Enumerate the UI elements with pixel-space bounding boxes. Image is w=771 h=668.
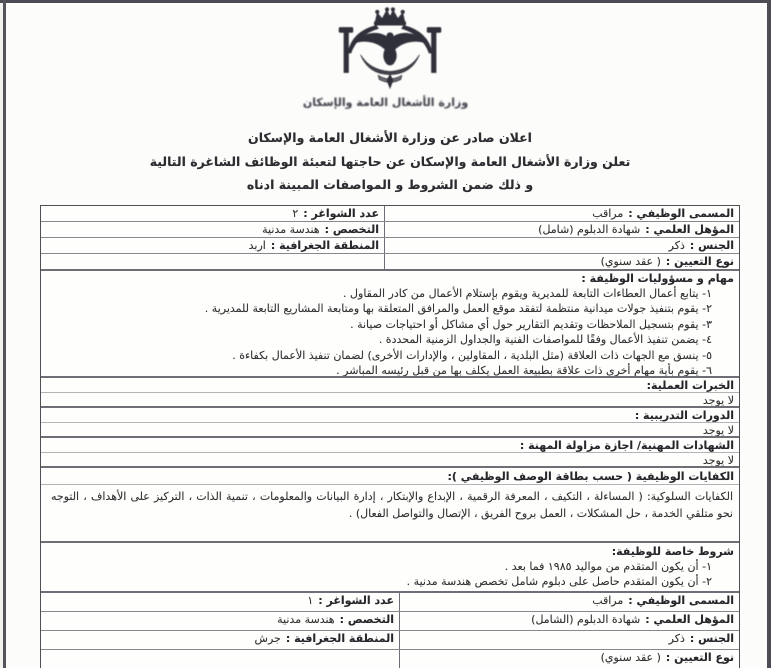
job2-specialization-cell (41, 612, 399, 630)
duty-item: ٥- ينسق مع الجهات ذات العلاقة (مثل البلدية ، المقاولين ، والإدارات الأخرى) لضمان تنفيذ الأعمال بكفاءة . (232, 348, 712, 362)
gender-label: الجنس : (689, 239, 734, 252)
duty-item: ٤- يضمن تنفيذ الأعمال وفقًا للمواصفات الفنية والجداول الزمنية المحددة . (378, 333, 712, 347)
job1-appointment-cell (384, 254, 739, 269)
job2-info-section (41, 591, 739, 668)
duty-item: ٢- يقوم بتنفيذ جولات ميدانية منتظمة لتفقد موقع العمل والمرافق المتعلقة بها ومتابعة المشاريع التابعة للمديرية . (204, 302, 712, 316)
gender-label: الجنس : (689, 632, 734, 645)
announcement-note: و ذلك ضمن الشروط و المواصفات المبينة ادناه (246, 177, 534, 192)
job1-title-cell (384, 206, 739, 221)
table-row (41, 630, 739, 649)
scan-edge-top (0, 0, 771, 3)
table-row (41, 649, 739, 668)
region-label: المنطقة الجغرافية : (285, 632, 394, 645)
region-value: جرش (254, 632, 281, 645)
ministry-calligraphy-logo: وزارة الأشغال العامة والإسكان (302, 96, 469, 109)
table-row (41, 611, 739, 630)
vacancies-label: عدد الشواغر : (303, 207, 379, 220)
job-title-label: المسمى الوظيفي : (628, 594, 734, 607)
job-title-value: مراقب (592, 594, 624, 607)
gender-value: ذكر (668, 239, 685, 252)
competencies-header: الكفايات الوظيفية ( حسب بطاقة الوصف الوظيفي ): (41, 468, 739, 485)
job1-region-cell (41, 238, 384, 253)
jordan-coat-of-arms-icon (326, 6, 454, 96)
job1-certificates-section (41, 436, 739, 466)
vacancies-label: عدد الشواغر : (318, 594, 394, 607)
specialization-value: هندسة مدنية (262, 223, 320, 236)
training-label: الدورات التدريبية : (41, 408, 739, 423)
competencies-body: الكفايات السلوكية: ( المساءلة ، التكيف ، المعرفة الرقمية ، الإبداع والإبتكار ، إدارة البيانات والمعلومات ، تنمية الذات ، التركيز على الأهداف ، التوجه نحو متلقي الخدمة ، حل المشكلات ، العمل بروح الفريق ، الإتصال والتواصل الفعال) . (51, 490, 733, 520)
vacancies-value: ١ (307, 594, 314, 607)
gender-value: ذكر (668, 632, 685, 645)
job1-competencies-section (41, 466, 739, 541)
job2-gender-cell (399, 631, 739, 649)
appointment-label: نوع التعيين : (665, 651, 734, 664)
job1-duties-section (41, 269, 739, 376)
table-row (41, 593, 739, 611)
region-value: اربد (248, 239, 266, 252)
specialization-label: التخصص : (339, 613, 394, 626)
job2-title-cell (399, 593, 739, 611)
job1-qualification-cell (384, 222, 739, 237)
job-title-value: مراقب (592, 207, 624, 220)
job1-training-section (41, 406, 739, 436)
empty-cell (41, 650, 399, 668)
table-row (41, 253, 739, 269)
conditions-header: شروط خاصة للوظيفة: (611, 545, 734, 558)
duty-item: ٣- يقوم بتسجيل الملاحظات وتقديم التقارير حول أي مشاكل أو احتياجات صيانة . (350, 317, 712, 331)
appointment-label: نوع التعيين : (665, 255, 734, 268)
qualification-value: شهادة الدبلوم (شامل) (538, 223, 641, 236)
qualification-label: المؤهل العلمي : (645, 223, 734, 236)
job1-info-section (41, 206, 739, 269)
job1-conditions-section (41, 541, 739, 591)
table-row (41, 237, 739, 253)
announcement-subtitle: تعلن وزارة الأشغال العامة والإسكان عن حاجتها لتعبئة الوظائف الشاغرة التالية (149, 154, 631, 169)
job1-gender-cell (384, 238, 739, 253)
condition-item: ١- أن يكون المتقدم من مواليد ١٩٨٥ فما بعد . (504, 560, 712, 573)
appointment-value: ( عقد سنوي) (600, 255, 661, 268)
region-label: المنطقة الجغرافية : (270, 239, 379, 252)
announcement-title: اعلان صادر عن وزارة الأشغال العامة والإسكان (248, 130, 532, 145)
job2-qualification-cell (399, 612, 739, 630)
specialization-value: هندسة مدنية (277, 613, 335, 626)
qualification-value: شهادة الدبلوم (الشامل) (531, 613, 641, 626)
training-value: لا يوجد (702, 424, 734, 437)
vacancies-value: ٢ (292, 207, 299, 220)
duty-item: ١- يتابع أعمال العطاءات التابعة للمديرية ويقوم بإستلام الأعمال من كادر المقاول . (343, 287, 712, 300)
job1-experience-section (41, 376, 739, 406)
empty-cell (41, 254, 384, 269)
job-announcement-table (40, 205, 740, 668)
certificates-value: لا يوجد (702, 454, 734, 467)
job2-vacancies-cell (41, 593, 399, 611)
duties-header: مهام و مسؤوليات الوظيفة : (581, 272, 734, 285)
job1-specialization-cell (41, 222, 384, 237)
experience-value: لا يوجد (702, 394, 734, 407)
job-title-label: المسمى الوظيفي : (628, 207, 734, 220)
job1-vacancies-cell (41, 206, 384, 221)
certificates-label: الشهادات المهنية/ اجازة مزاولة المهنة : (41, 438, 739, 453)
specialization-label: التخصص : (324, 223, 379, 236)
experience-label: الخبرات العملية: (41, 378, 739, 393)
table-row (41, 221, 739, 237)
duty-item: ٦- يقوم بأية مهام أخرى ذات علاقة بطبيعة العمل يكلف بها من قبل رئيسه المباشر . (336, 364, 712, 378)
qualification-label: المؤهل العلمي : (645, 613, 734, 626)
job2-region-cell (41, 631, 399, 649)
table-row (41, 206, 739, 221)
job2-appointment-cell (399, 650, 739, 668)
appointment-value: ( عقد سنوي) (600, 651, 661, 664)
condition-item: ٢- أن يكون المتقدم حاصل على دبلوم شامل تخصص هندسة مدنية . (406, 575, 712, 589)
